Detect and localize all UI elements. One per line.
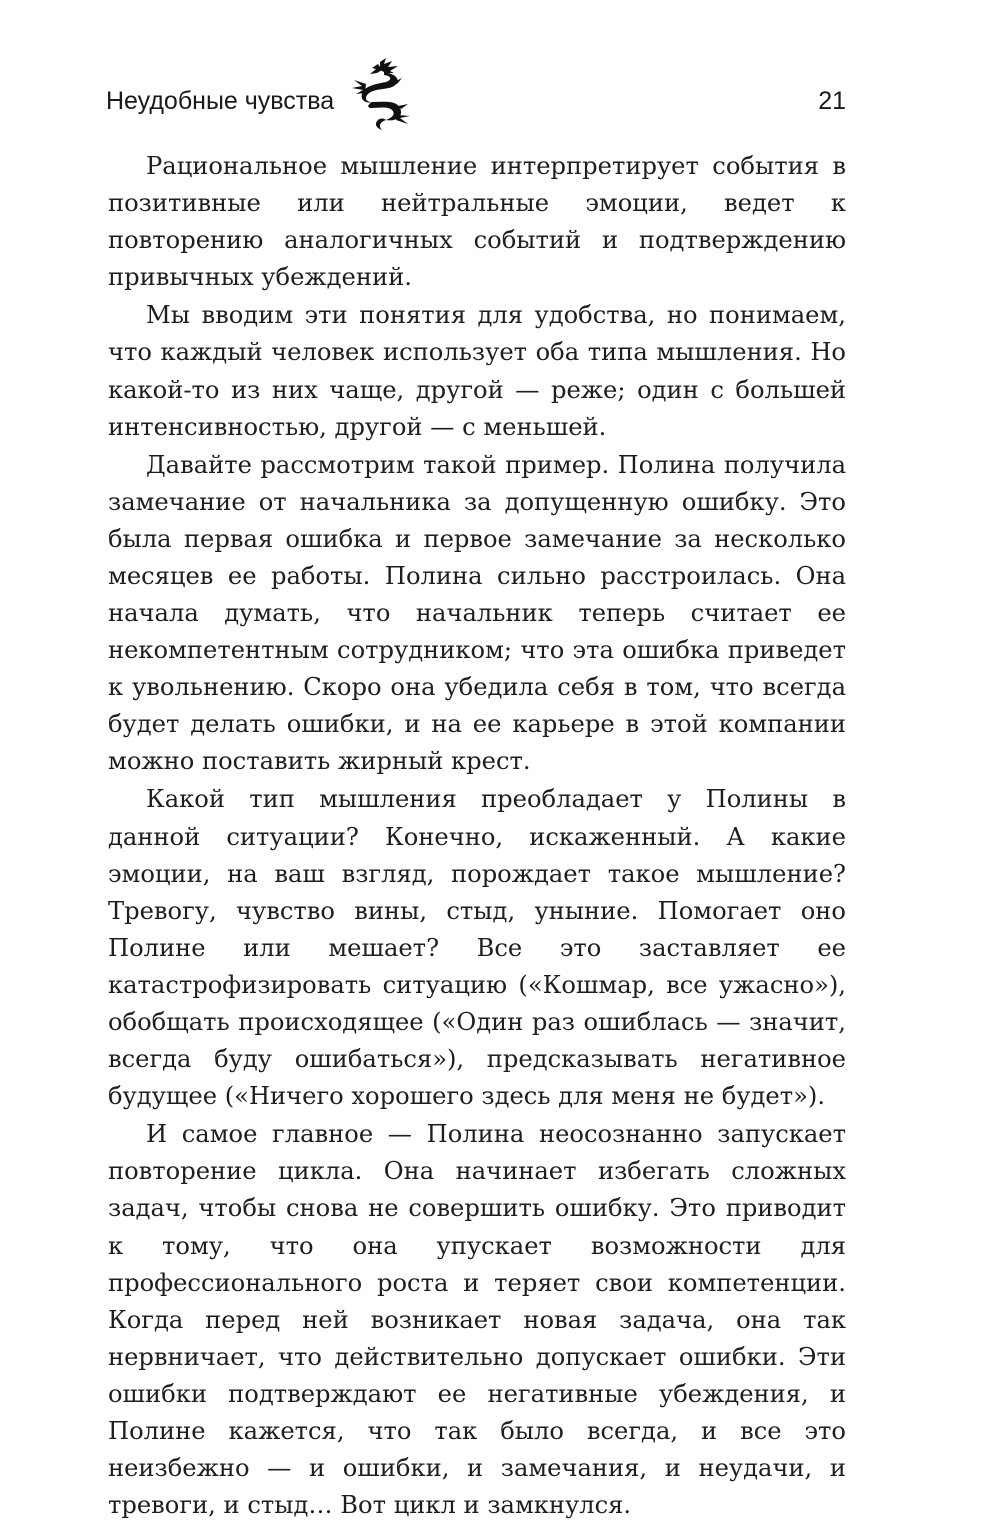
paragraph: Рациональное мышление интерпретирует события в позитивные или нейтральные эмоции, ведет к повторению аналогичных событий и подтверждению привычных убеждений. [108,152,846,292]
page-number: 21 [818,87,846,115]
dragon-ornament-icon [350,58,414,132]
running-head [106,84,846,124]
paragraph: И самое главное — Полина неосознанно запускает повторение цикла. Она начинает избегать сложных задач, чтобы снова не совершить ошибку. Это приводит к тому, что она упускает возможности для профессионального роста и теряет свои компетенции. Когда перед ней возникает новая задача, она так нервничает, что действительно допускает ошибки. Эти ошибки подтверждают ее негативные убеждения, и Полине кажется, что так было всегда, и все это неизбежно — и ошибки, и замечания, и неудачи, и тревоги, и стыд… Вот цикл и замкнулся. [108,1120,846,1520]
body-text [108,148,846,1525]
running-title: Неудобные чувства [106,87,335,115]
paragraph: Какой тип мышления преобладает у Полины в данной ситуации? Конечно, искаженный. А какие эмоции, на ваш взгляд, порождает такое мышление? Тревогу, чувство вины, стыд, уныние. Помогает оно Полине или мешает? Все это заставляет ее катастрофизировать ситуацию («Кошмар, все ужасно»), обобщать происходящее («Один раз ошиблась — значит, всегда буду ошибаться»), предсказывать негативное будущее («Ничего хорошего здесь для меня не будет»). [108,785,846,1111]
paragraph: Мы вводим эти понятия для удобства, но понимаем, что каждый человек использует оба типа мышления. Но какой-то из них чаще, другой — реже; один с большей интенсивностью, другой — с меньшей. [108,301,846,441]
paragraph: Давайте рассмотрим такой пример. Полина получила замечание от начальника за допущенную ошибку. Это была первая ошибка и первое замечание за несколько месяцев ее работы. Полина сильно расстроилась. Она начала думать, что начальник теперь считает ее некомпетентным сотрудником; что эта ошибка приведет к увольнению. Скоро она убедила себя в том, что всегда будет делать ошибки, и на ее карьере в этой компании можно поставить жирный крест. [108,450,846,776]
